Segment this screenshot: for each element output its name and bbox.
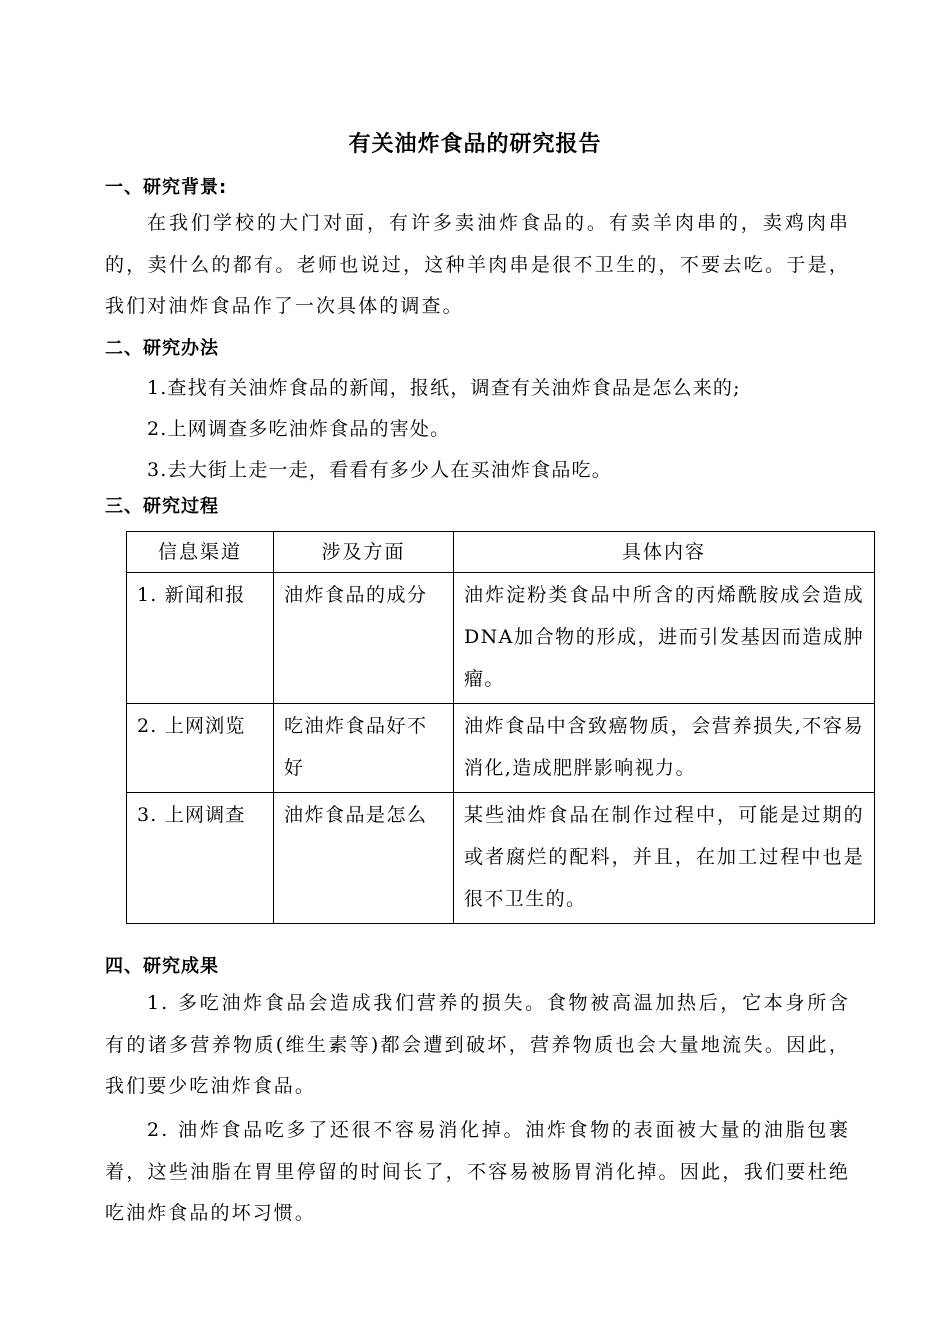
method-item: 2.上网调查多吃油炸食品的害处。	[147, 418, 451, 440]
method-item: 1.查找有关油炸食品的新闻，报纸，调查有关油炸食品是怎么来的;	[147, 377, 741, 399]
section-heading-process: 三、研究过程	[105, 496, 219, 517]
header-channel: 信息渠道	[127, 532, 274, 573]
cell-content: 油炸淀粉类食品中所含的丙烯酰胺成会造成DNA加合物的形成，进而引发基因而造成肿瘤。	[454, 573, 875, 704]
section-heading-background: 一、研究背景:	[105, 177, 228, 198]
document-title: 有关油炸食品的研究报告	[348, 132, 602, 157]
table-row	[127, 704, 875, 793]
section-heading-results: 四、研究成果	[105, 956, 219, 977]
research-process-table	[126, 531, 875, 924]
section-heading-methods: 二、研究办法	[105, 338, 219, 359]
table-row	[127, 573, 875, 704]
cell-content: 某些油炸食品在制作过程中，可能是过期的或者腐烂的配料，并且，在加工过程中也是很不卫生的。	[454, 793, 875, 924]
cell-channel: 1. 新闻和报	[127, 573, 274, 704]
cell-aspect: 油炸食品的成分	[274, 573, 454, 704]
table-header-row	[127, 532, 875, 573]
cell-channel: 2. 上网浏览	[127, 704, 274, 793]
result-paragraph: 2. 油炸食品吃多了还很不容易消化掉。油炸食物的表面被大量的油脂包裹着，这些油脂在胃里停留的时间长了，不容易被肠胃消化掉。因此，我们要杜绝吃油炸食品的坏习惯。	[105, 1119, 850, 1224]
cell-aspect: 油炸食品是怎么	[274, 793, 454, 924]
cell-channel: 3. 上网调查	[127, 793, 274, 924]
cell-content: 油炸食品中含致癌物质，会营养损失,不容易消化,造成肥胖影响视力。	[454, 704, 875, 793]
table-row	[127, 793, 875, 924]
background-paragraph: 在我们学校的大门对面，有许多卖油炸食品的。有卖羊肉串的，卖鸡肉串的，卖什么的都有。老师也说过，这种羊肉串是很不卫生的，不要去吃。于是，我们对油炸食品作了一次具体的调查。	[105, 212, 850, 317]
header-aspect: 涉及方面	[274, 532, 454, 573]
header-content: 具体内容	[454, 532, 875, 573]
cell-aspect: 吃油炸食品好不好	[274, 704, 454, 793]
result-paragraph: 1. 多吃油炸食品会造成我们营养的损失。食物被高温加热后，它本身所含有的诸多营养物质(维生素等)都会遭到破坏，营养物质也会大量地流失。因此，我们要少吃油炸食品。	[105, 992, 850, 1097]
method-item: 3.去大街上走一走，看看有多少人在买油炸食品吃。	[147, 459, 612, 481]
